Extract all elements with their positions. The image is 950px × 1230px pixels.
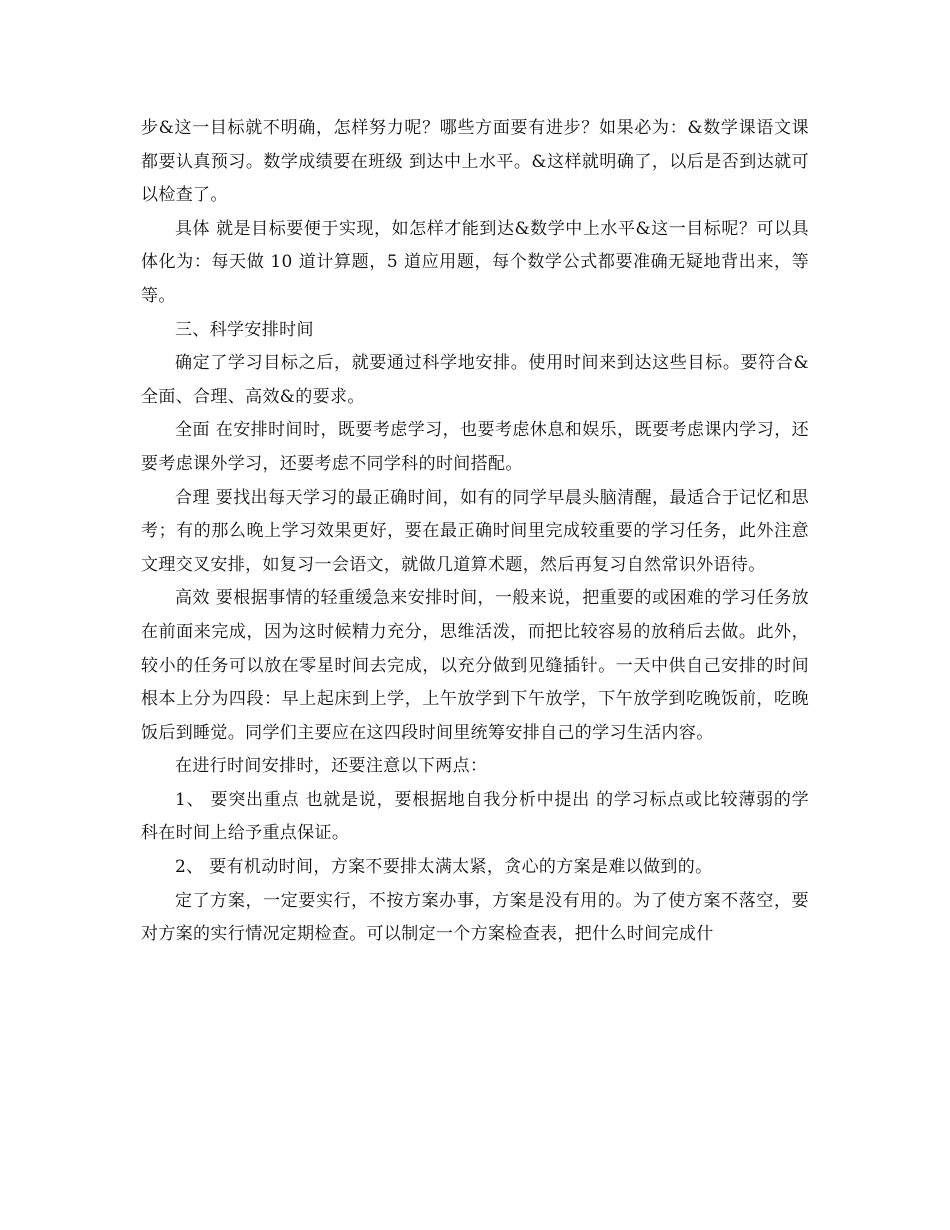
document-body [141,112,809,952]
paragraph: 全面 在安排时间时，既要考虑学习，也要考虑休息和娱乐，既要考虑课内学习，还要考虑课外学习，还要考虑不同学科的时间搭配。 [141,420,809,474]
paragraph: 具体 就是目标要便于实现，如怎样才能到达&数学中上水平&这一目标呢？可以具体化为：每天做 10 道计算题，5 道应用题，每个数学公式都要准确无疑地背出来，等等。 [141,218,809,306]
section-heading: 三、科学安排时间 [175,319,314,340]
list-item: 2、 要有机动时间，方案不要排太满太紧，贪心的方案是难以做到的。 [175,857,713,878]
paragraph: 定了方案，一定要实行，不按方案办事，方案是没有用的。为了使方案不落空，要对方案的实行情况定期检查。可以制定一个方案检查表，把什么时间完成什 [141,890,809,945]
list-item: 1、 要突出重点 也就是说，要根据地自我分析中提出 的学习标点或比较薄弱的学科在时间上给予重点保证。 [141,789,809,844]
paragraph: 在进行时间安排时，还要注意以下两点： [175,756,488,777]
paragraph: 高效 要根据事情的轻重缓急来安排时间，一般来说，把重要的或困难的学习任务放在前面来完成，因为这时候精力充分，思维活泼，而把比较容易的放稍后去做。此外，较小的任务可以放在零星时间去完成，以充分做到见缝插针。一天中供自己安排的时间根本上分为四段：早上起床到上学，上午放学到下午放学，下午放学到吃晚饭前，吃晚饭后到睡觉。同学们主要应在这四段时间里统筹安排自己的学习生活内容。 [141,588,809,743]
paragraph: 确定了学习目标之后，就要通过科学地安排。使用时间来到达这些目标。要符合&全面、合理、高效&的要求。 [141,353,809,407]
paragraph: 合理 要找出每天学习的最正确时间，如有的同学早晨头脑清醒，最适合于记忆和思考；有的那么晚上学习效果更好，要在最正确时间里完成较重要的学习任务，此外注意文理交叉安排，如复习一会语文，就做几道算术题，然后再复习自然常识外语待。 [141,487,809,575]
paragraph: 步&这一目标就不明确，怎样努力呢？哪些方面要有进步？如果必为：&数学课语文课都要认真预习。数学成绩要在班级 到达中上水平。&这样就明确了，以后是否到达就可以检查了。 [141,118,809,206]
